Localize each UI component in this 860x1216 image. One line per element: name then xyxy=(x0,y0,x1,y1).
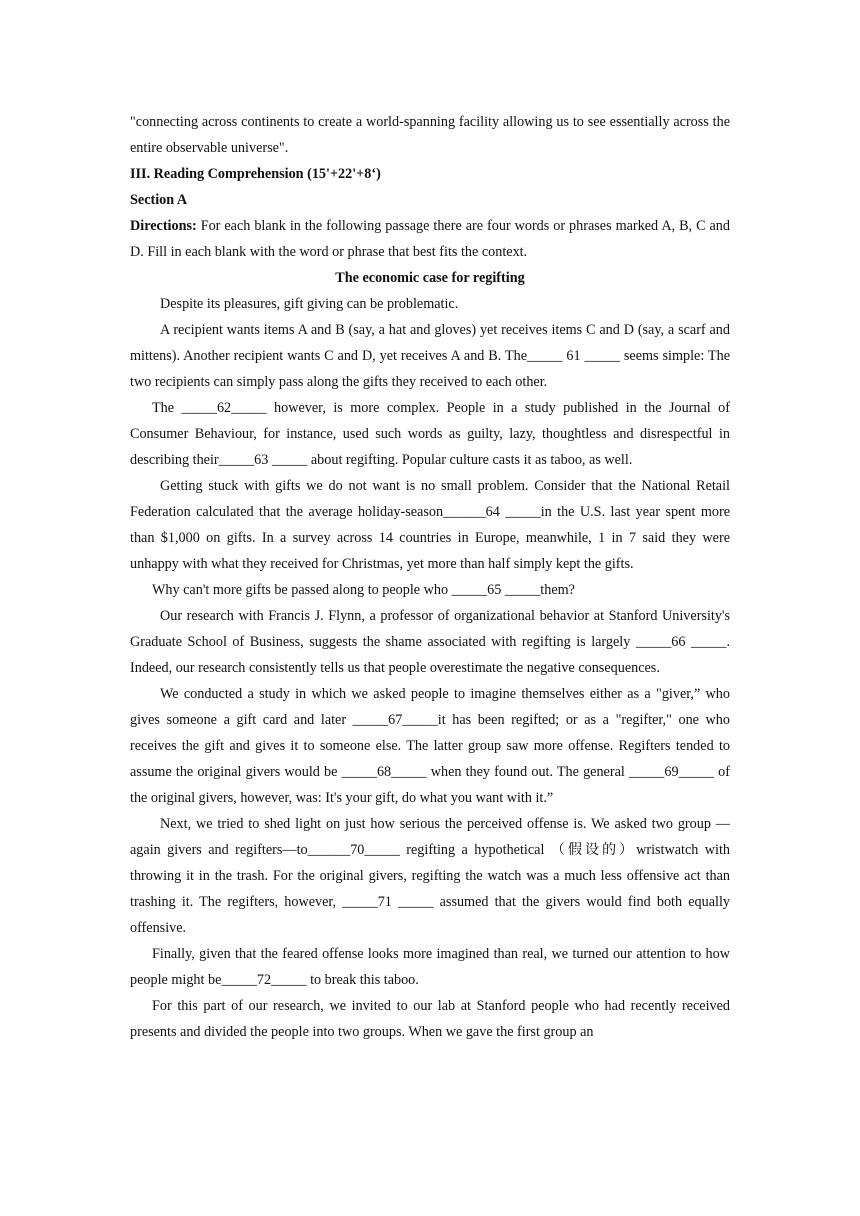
paragraph-2: A recipient wants items A and B (say, a hat and gloves) yet receives items C and D (say, a scarf and mittens). Another recipient wants C and D, yet receives A and B. The_____ 61 _____ seems simple: The two recipients can simply pass along the gifts they received to each other. xyxy=(130,322,730,390)
paragraph-4: Getting stuck with gifts we do not want is no small problem. Consider that the National Retail Federation calculated that the average holiday-season______64 _____in the U.S. last year spent more than $1,000 on gifts. In a survey across 14 countries in Europe, meanwhile, 1 in 7 said they were unhappy with what they received for Christmas, yet more than half simply kept the gifts. xyxy=(130,478,730,572)
directions-text: For each blank in the following passage there are four words or phrases marked A, B, C and D. Fill in each blank with the word or phrase that best fits the context. xyxy=(130,218,730,260)
section-subheading: Section A xyxy=(130,192,188,208)
intro-continuation: "connecting across continents to create a world-spanning facility allowing us to see essentially across the entire observable universe". xyxy=(130,114,730,156)
document-page xyxy=(130,109,730,1045)
paragraph-7: We conducted a study in which we asked people to imagine themselves either as a "giver,” who gives someone a gift card and later _____67_____it has been regifted; or as a "regifter," one who receives the gift and gives it to someone else. The latter group saw more offense. Regifters tended to assume the original givers would be _____68_____ when they found out. The general _____69_____ of the original givers, however, was: It's your gift, do what you want with it.” xyxy=(130,686,730,806)
section-heading: III. Reading Comprehension (15'+22'+8‘) xyxy=(130,166,381,182)
paragraph-10: For this part of our research, we invited to our lab at Stanford people who had recently received presents and divided the people into two groups. When we gave the first group an xyxy=(130,998,730,1040)
directions-label: Directions: xyxy=(130,218,197,234)
paragraph-6: Our research with Francis J. Flynn, a professor of organizational behavior at Stanford University's Graduate School of Business, suggests the shame associated with regifting is largely _____66 _____. Indeed, our research consistently tells us that people overestimate the negative consequences. xyxy=(130,608,730,676)
paragraph-9: Finally, given that the feared offense looks more imagined than real, we turned our attention to how people might be_____72_____ to break this taboo. xyxy=(130,946,730,988)
paragraph-8: Next, we tried to shed light on just how serious the perceived offense is. We asked two group —again givers and regifters—to______70_____ regifting a hypothetical （假设的）wristwatch with throwing it in the trash. For the original givers, regifting the watch was a much less offensive act than trashing it. The regifters, however, _____71 _____ assumed that the givers would find both equally offensive. xyxy=(130,816,730,936)
paragraph-3: The _____62_____ however, is more complex. People in a study published in the Journal of Consumer Behaviour, for instance, used such words as guilty, lazy, thoughtless and disrespectful in describing their_____63 _____ about regifting. Popular culture casts it as taboo, as well. xyxy=(130,400,730,468)
directions xyxy=(130,213,730,265)
passage-title: The economic case for regifting xyxy=(335,270,525,286)
paragraph-5: Why can't more gifts be passed along to people who _____65 _____them? xyxy=(152,582,575,598)
paragraph-1: Despite its pleasures, gift giving can be problematic. xyxy=(160,296,459,312)
